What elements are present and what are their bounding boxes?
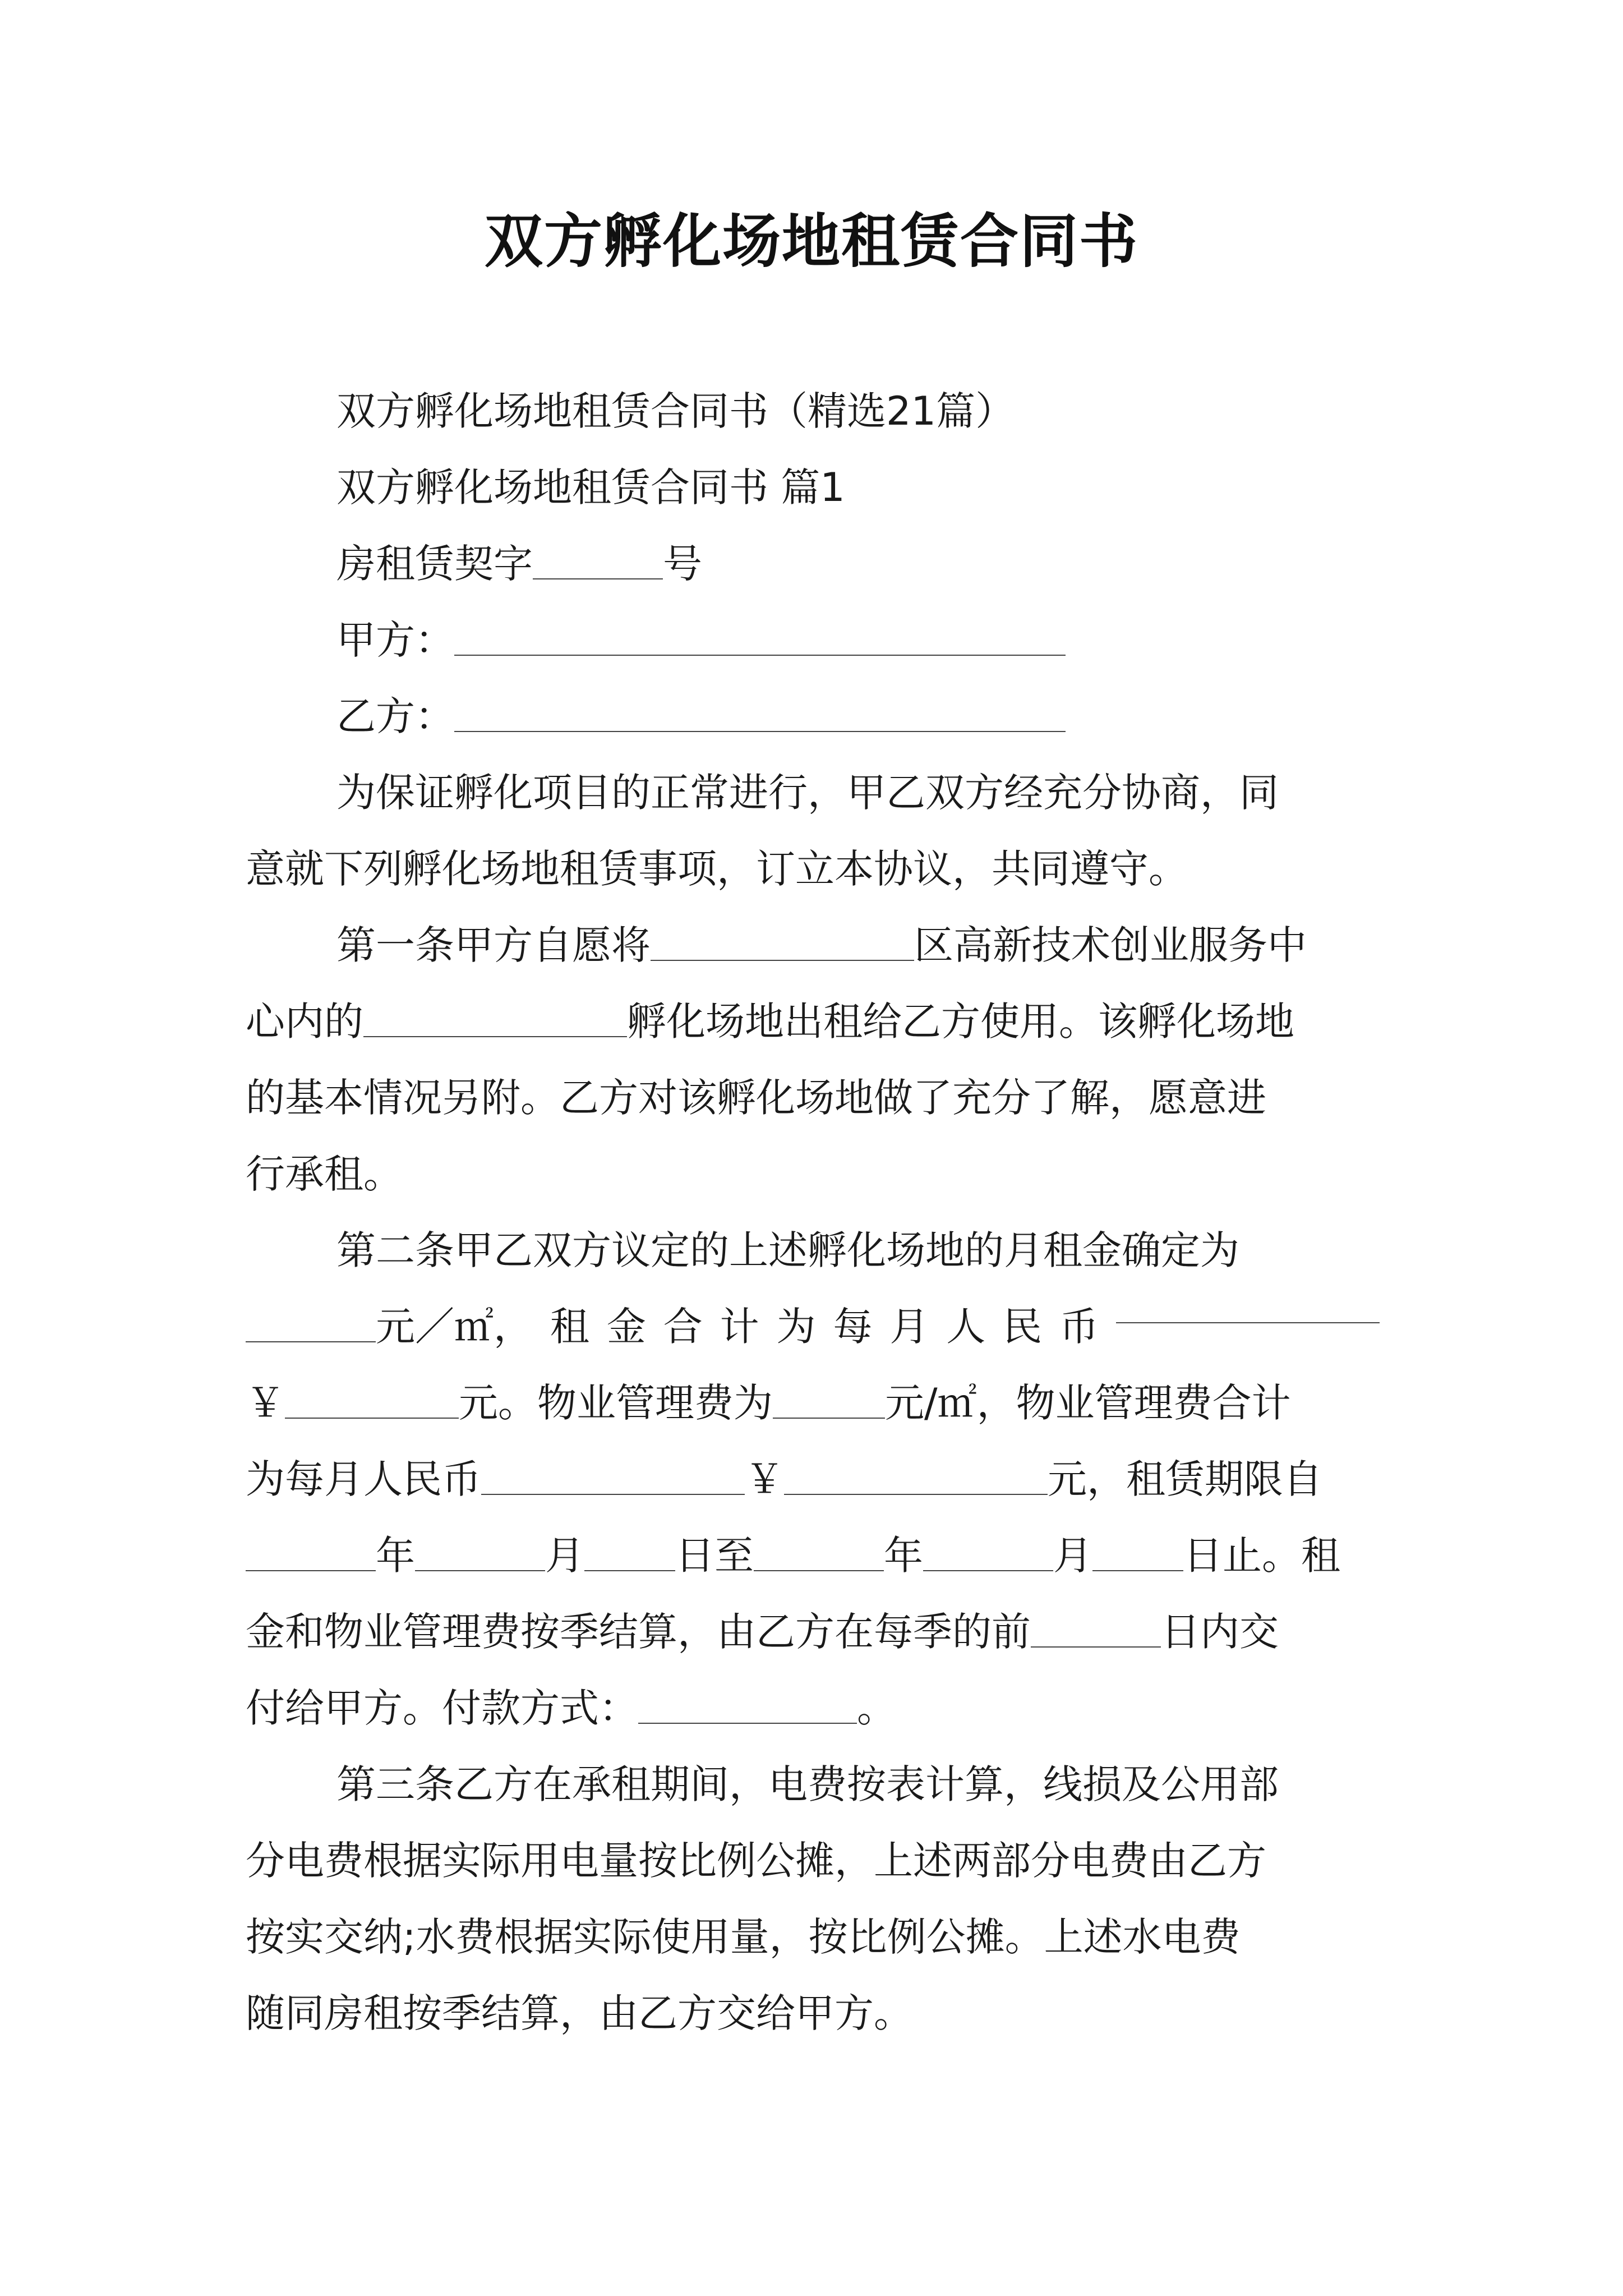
text: 心内的 [246,999,363,1045]
party-b-line [246,678,1380,754]
text: 金 [606,1304,646,1350]
payment-days-blank [1031,1613,1161,1648]
text: 民 [1003,1304,1043,1350]
paragraph-line [246,1060,1380,1136]
text: ￥ [745,1456,784,1502]
text: 年 [884,1533,923,1579]
text: 年 [376,1533,415,1579]
total-rent-blank [1116,1289,1380,1323]
mgmt-fee-yuan-blank [784,1460,1048,1495]
text: 每 [833,1304,873,1350]
mgmt-fee-unit-blank [773,1384,885,1419]
text: 双方孵化场地租赁合同书 篇1 [336,464,845,510]
text: 日止。租 [1183,1533,1340,1579]
paragraph-line [246,1594,1380,1670]
text: 分电费根据实际用电量按比例公摊，上述两部分电费由乙方 [246,1838,1266,1884]
text: 元/㎡，物业管理费合计 [885,1380,1291,1426]
unit-rent-blank [246,1308,376,1342]
total-rent-yuan-blank [285,1384,459,1419]
text: 元。物业管理费为 [459,1380,773,1426]
text: 随同房租按季结算，由乙方交给甲方。 [246,1990,913,2036]
paragraph-line [246,831,1380,907]
text: 日至 [675,1533,754,1579]
document-body [246,373,1380,2051]
text: 乙方： [336,693,454,739]
text: 日内交 [1161,1609,1279,1655]
text: 人 [946,1304,986,1350]
text: 行承租。 [246,1151,403,1197]
text: 付给甲方。付款方式： [246,1685,638,1731]
start-month-blank [415,1536,545,1571]
text: 币 [1059,1304,1099,1350]
text: 合 [663,1304,703,1350]
paragraph-line [246,1899,1380,1975]
paragraph-line [246,1823,1380,1899]
text: 计 [720,1304,759,1350]
text: 第二条甲乙双方议定的上述孵化场地的月租金确定为 [336,1227,1239,1273]
contract-number-line [246,526,1380,602]
text: 区高新技术创业服务中 [914,922,1307,968]
paragraph-line [246,1670,1380,1746]
paragraph-line [246,1746,1380,1823]
paragraph-line [246,1441,1380,1517]
text: 金和物业管理费按季结算，由乙方在每季的前 [246,1609,1031,1655]
text: 房租赁契字 [336,541,533,587]
paragraph-line [246,983,1380,1060]
text: 为 [776,1304,816,1350]
text: 元，租赁期限自 [1048,1456,1322,1502]
text: 。 [857,1685,896,1731]
text: 租 [550,1304,589,1350]
text: 第一条甲方自愿将 [336,922,651,968]
paragraph-line [246,1517,1380,1594]
text: 按实交纳;水费根据实际使用量，按比例公摊。上述水电费 [246,1914,1241,1960]
text: 孵化场地出租给乙方使用。该孵化场地 [627,999,1294,1045]
text: 为每月人民币 [246,1456,481,1502]
party-a-line [246,602,1380,678]
rent-line [246,1289,1380,1365]
party-a-blank [454,621,1066,656]
document-title: 双方孵化场地租赁合同书 [484,206,1138,275]
contract-number-blank [533,545,663,579]
end-year-blank [754,1536,884,1571]
party-b-blank [454,697,1066,732]
start-day-blank [584,1536,675,1571]
text: ￥ [246,1380,285,1426]
subtitle-line [246,373,1380,449]
text: 月 [545,1533,584,1579]
section-heading [246,449,1380,526]
text: 的基本情况另附。乙方对该孵化场地做了充分了解，愿意进 [246,1075,1266,1121]
text: 甲方： [336,617,454,663]
payment-method-blank [638,1689,857,1724]
text: 意就下列孵化场地租赁事项，订立本协议，共同遵守。 [246,846,1188,892]
start-year-blank [246,1536,376,1571]
text: 第三条乙方在承租期间，电费按表计算，线损及公用部 [336,1761,1279,1807]
text: 月 [889,1304,929,1350]
paragraph-line [246,907,1380,983]
district-blank [651,926,914,961]
paragraph-line [246,1136,1380,1212]
text: 双方孵化场地租赁合同书（精选21篇） [336,388,1015,434]
text: 元／㎡， [246,1289,533,1365]
paragraph-line [246,1975,1380,2051]
site-blank [363,1002,627,1037]
text: 号 [663,541,702,587]
mgmt-fee-total-blank [481,1460,745,1495]
text: 为保证孵化项目的正常进行，甲乙双方经充分协商，同 [336,770,1279,816]
paragraph-line [246,754,1380,831]
paragraph-line [246,1212,1380,1289]
paragraph-line [246,1365,1380,1441]
end-month-blank [923,1536,1053,1571]
end-day-blank [1092,1536,1183,1571]
text: 月 [1053,1533,1092,1579]
